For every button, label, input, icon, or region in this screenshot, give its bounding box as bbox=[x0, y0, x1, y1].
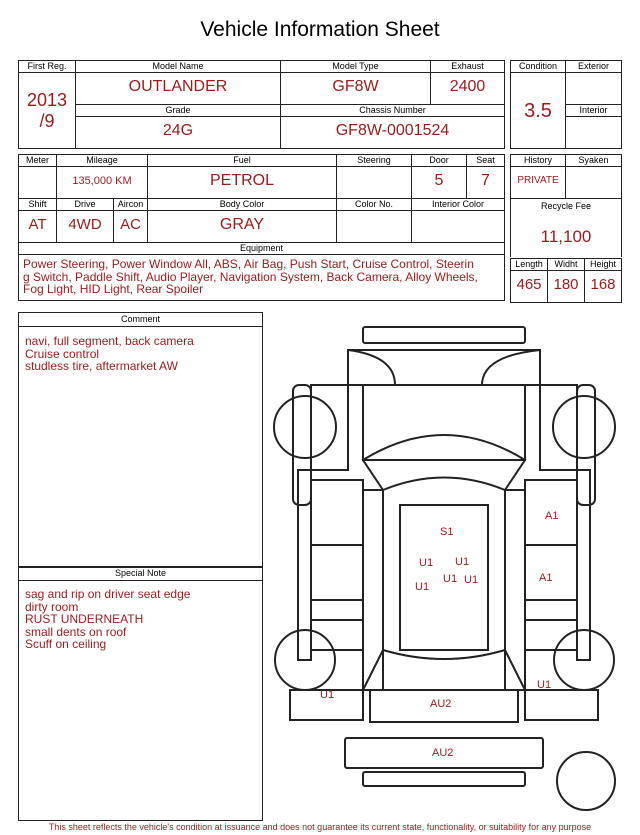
history-label: History bbox=[511, 155, 565, 167]
first-reg-year: 2013 bbox=[26, 90, 68, 110]
fuel-label: Fuel bbox=[148, 155, 336, 167]
recycle-fee-value: 11,100 bbox=[540, 227, 592, 246]
model-type-value: GF8W bbox=[332, 78, 379, 95]
mark-u1: U1 bbox=[443, 573, 458, 585]
steering-label: Steering bbox=[337, 155, 411, 167]
spare-tire bbox=[557, 752, 615, 810]
grade-value: 24G bbox=[162, 122, 194, 139]
condition-value: 3.5 bbox=[524, 100, 552, 122]
front-left-wheel-arch bbox=[293, 385, 311, 505]
interior-label: Interior bbox=[566, 105, 621, 117]
mileage-value: 135,000 KM bbox=[72, 175, 132, 187]
comment-line: studless tire, aftermarket AW bbox=[25, 359, 178, 373]
front-right-wheel-arch bbox=[577, 385, 595, 505]
sheet-title: Vehicle Information Sheet bbox=[200, 18, 440, 41]
model-name-value: OUTLANDER bbox=[128, 78, 228, 95]
equipment-line-3: Fog Light, HID Light, Rear Spoiler bbox=[23, 282, 204, 296]
mark-u1: U1 bbox=[415, 581, 430, 593]
mark-u1: U1 bbox=[455, 556, 470, 568]
mileage-label: Mileage bbox=[57, 155, 147, 167]
history-value: PRIVATE bbox=[517, 175, 559, 186]
body-color-value: GRAY bbox=[219, 216, 265, 233]
color-no-label: Color No. bbox=[337, 199, 411, 211]
mark-au2-top: AU2 bbox=[430, 698, 452, 710]
special-note-line: RUST UNDERNEATH bbox=[25, 612, 144, 626]
equipment-line-2: g Switch, Paddle Shift, Audio Player, Navigation System, Back Camera, Alloy Wheels, bbox=[23, 269, 478, 284]
front-bumper-panel bbox=[363, 327, 525, 343]
chassis-label: Chassis Number bbox=[281, 105, 504, 117]
left-front-door bbox=[311, 480, 363, 545]
mark-u1-right: U1 bbox=[537, 679, 552, 691]
door-value: 5 bbox=[434, 172, 444, 189]
front-right-wheel bbox=[553, 396, 615, 458]
grade-label: Grade bbox=[76, 105, 280, 117]
equipment-label: Equipment bbox=[19, 243, 504, 255]
mark-s1: S1 bbox=[440, 526, 454, 538]
exhaust-label: Exhaust bbox=[431, 61, 504, 73]
rear-lower-panel bbox=[363, 772, 525, 786]
front-headlight-right bbox=[482, 350, 540, 385]
chassis-value: GF8W-0001524 bbox=[335, 122, 450, 139]
exterior-label: Exterior bbox=[566, 61, 621, 73]
seat-label: Seat bbox=[467, 155, 504, 167]
left-rear-door bbox=[311, 545, 363, 600]
width-label: Widht bbox=[548, 259, 584, 271]
height-label: Height bbox=[585, 259, 621, 271]
mark-u1: U1 bbox=[464, 574, 479, 586]
right-rocker bbox=[577, 470, 590, 660]
mark-a1-mid: A1 bbox=[539, 572, 553, 584]
aircon-label: Aircon bbox=[114, 199, 147, 211]
model-type-label: Model Type bbox=[281, 61, 430, 73]
length-label: Length bbox=[511, 259, 547, 271]
special-note-label: Special Note bbox=[19, 567, 262, 581]
left-rocker bbox=[298, 470, 311, 660]
body-color-label: Body Color bbox=[148, 199, 336, 211]
first-reg-month: /9 bbox=[39, 111, 55, 131]
condition-label: Condition bbox=[511, 61, 565, 73]
syaken-label: Syaken bbox=[566, 155, 621, 167]
mark-u1: U1 bbox=[419, 557, 434, 569]
special-note-line: sag and rip on driver seat edge bbox=[25, 587, 191, 601]
special-note-line: Scuff on ceiling bbox=[25, 637, 107, 651]
special-note-line: small dents on roof bbox=[25, 624, 127, 639]
special-note-line: dirty room bbox=[25, 599, 79, 614]
front-headlight-left bbox=[348, 350, 395, 385]
shift-label: Shift bbox=[19, 199, 56, 211]
rear-window bbox=[363, 650, 525, 690]
first-reg-label: First Reg. bbox=[19, 61, 75, 73]
comment-line: Cruise control bbox=[25, 346, 100, 361]
drive-value: 4WD bbox=[68, 216, 102, 233]
equipment-line-1: Power Steering, Power Window All, ABS, Air Bag, Push Start, Cruise Control, Steerin bbox=[23, 257, 474, 271]
height-value: 168 bbox=[590, 276, 616, 293]
bonnet-panel bbox=[363, 385, 525, 460]
right-rear-fender bbox=[525, 690, 598, 720]
aircon-value: AC bbox=[120, 216, 141, 233]
disclaimer-footer: This sheet reflects the vehicle's condition at issuance and does not guarantee its current state, functionality, or suitability for any purpose bbox=[48, 822, 592, 832]
fuel-value: PETROL bbox=[209, 172, 274, 189]
exhaust-value: 2400 bbox=[449, 78, 486, 95]
comment-line: navi, full segment, back camera bbox=[25, 334, 194, 348]
recycle-fee-label: Recycle Fee bbox=[540, 201, 592, 211]
mark-u1-left: U1 bbox=[320, 689, 335, 701]
meter-label: Meter bbox=[19, 155, 56, 167]
left-quarter-panel bbox=[311, 620, 363, 650]
drive-label: Drive bbox=[57, 199, 113, 211]
width-value: 180 bbox=[553, 276, 579, 293]
interior-color-label: Interior Color bbox=[412, 199, 504, 211]
door-label: Door bbox=[412, 155, 466, 167]
comment-label: Comment bbox=[19, 313, 262, 327]
mark-a1-top: A1 bbox=[545, 510, 559, 522]
model-name-label: Model Name bbox=[76, 61, 280, 73]
shift-value: AT bbox=[28, 216, 47, 233]
mark-au2-bottom: AU2 bbox=[432, 747, 454, 759]
front-left-wheel bbox=[274, 396, 336, 458]
seat-value: 7 bbox=[481, 172, 490, 189]
length-value: 465 bbox=[516, 276, 542, 293]
windshield bbox=[363, 435, 525, 490]
